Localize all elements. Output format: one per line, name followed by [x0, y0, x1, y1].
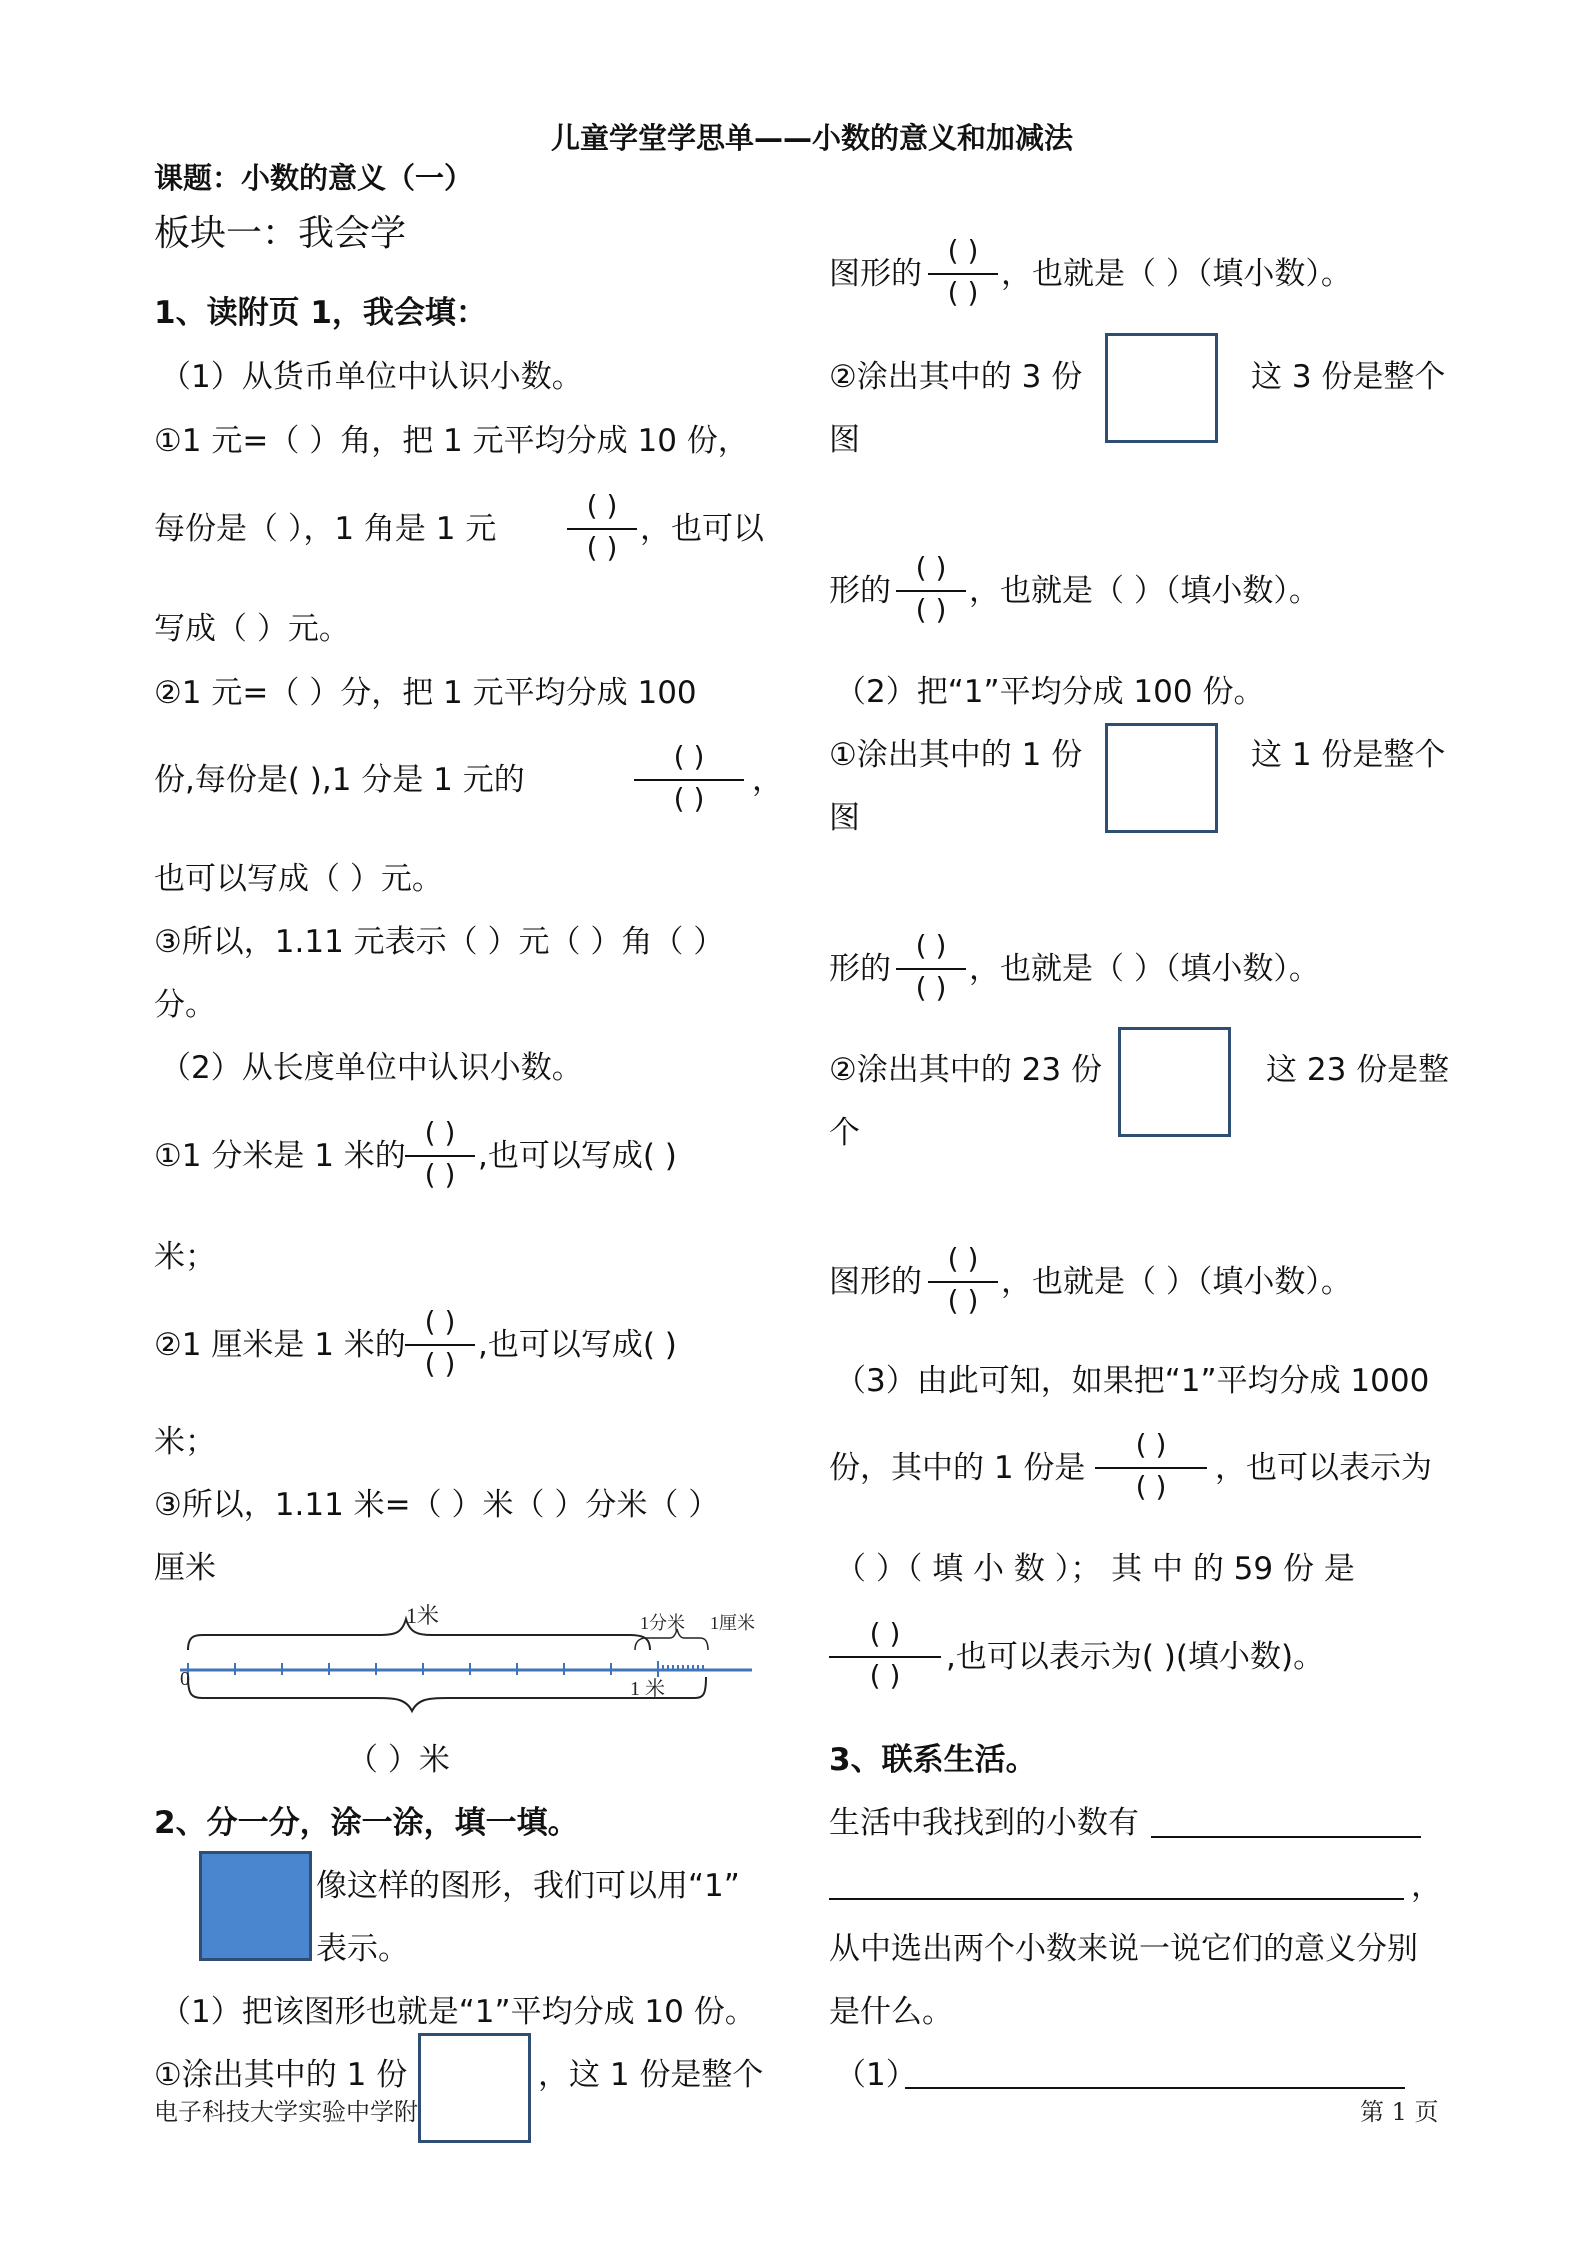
denominator-blank[interactable]: ( ): [673, 782, 705, 815]
r4: （2）把“1”平均分成 100 份。: [835, 674, 1265, 710]
q3-item-1-label: （1）: [835, 2057, 917, 2093]
shading-square[interactable]: [1105, 333, 1218, 443]
fraction-blank[interactable]: [829, 1616, 941, 1696]
lesson-topic: 课题：小数的意义（一）: [154, 161, 474, 195]
fraction-bar: [567, 528, 637, 530]
ruler-label-1cm: 1厘米: [710, 1613, 755, 1633]
numerator-blank[interactable]: ( ): [424, 1116, 456, 1149]
item-1-1-line-b-post: ，也可以: [640, 511, 764, 547]
footer-school: 电子科技大学实验中学附: [154, 2098, 418, 2126]
shading-square[interactable]: [1105, 723, 1218, 833]
r6-pre: 形的: [829, 951, 891, 987]
part-2-heading: （2）从长度单位中认识小数。: [160, 1050, 583, 1086]
numerator-blank[interactable]: ( ): [1135, 1428, 1167, 1461]
shading-square[interactable]: [1118, 1027, 1231, 1137]
ruler-label-1dm: 1分米: [640, 1613, 685, 1633]
r7-pre: ②涂出其中的 23 份: [829, 1052, 1102, 1088]
item-1-2-line-a: ②1 元=（ ）分，把 1 元平均分成 100: [154, 675, 697, 711]
answer-line[interactable]: [1151, 1836, 1421, 1838]
q2-desc-line-a: 像这样的图形，我们可以用“1”: [316, 1868, 740, 1904]
q3-line-a: 生活中我找到的小数有: [829, 1805, 1139, 1841]
denominator-blank[interactable]: ( ): [947, 1284, 979, 1317]
numerator-blank[interactable]: ( ): [586, 489, 618, 522]
r2-b: 图: [829, 422, 860, 458]
r3-pre: 形的: [829, 573, 891, 609]
item-1-2-line-b-pre: 份,每份是( ),1 分是 1 元的: [154, 762, 525, 798]
fraction-bar: [829, 1656, 941, 1658]
r12-post: ,也可以表示为( )(填小数)。: [946, 1639, 1325, 1675]
fraction-bar: [896, 590, 966, 592]
item-2-1-line-b: 米；: [154, 1239, 216, 1275]
fraction-bar: [1095, 1467, 1207, 1469]
footer-page-number: 第 1 页: [1360, 2098, 1439, 2126]
r3-post: ，也就是（ ）（填小数）。: [969, 573, 1320, 609]
r2-pre: ②涂出其中的 3 份: [829, 359, 1083, 395]
q2-part-1-heading: （1）把该图形也就是“1”平均分成 10 份。: [160, 1994, 756, 2030]
fraction-blank[interactable]: [405, 1304, 475, 1384]
shading-square[interactable]: [418, 2033, 531, 2143]
item-1-3-line-b: 分。: [154, 987, 216, 1023]
numerator-blank[interactable]: ( ): [424, 1305, 456, 1338]
r5-post: 这 1 份是整个: [1251, 737, 1446, 773]
item-2-3-line-b: 厘米: [154, 1550, 216, 1586]
fraction-bar: [405, 1344, 475, 1346]
r8-post: ，也就是（ ）（填小数）。: [1001, 1264, 1352, 1300]
numerator-blank[interactable]: ( ): [947, 234, 979, 267]
item-1-1-line-a: ①1 元=（ ）角，把 1 元平均分成 10 份，: [154, 423, 749, 459]
fraction-blank[interactable]: [928, 233, 998, 313]
r6-post: ，也就是（ ）（填小数）。: [969, 951, 1320, 987]
item-1-2-line-c: 也可以写成（ ）元。: [154, 861, 443, 897]
page-title: 儿童学堂学思单——小数的意义和加减法: [551, 121, 1074, 155]
numerator-blank[interactable]: ( ): [947, 1242, 979, 1275]
fraction-blank[interactable]: [1095, 1427, 1207, 1507]
item-2-3-line-a: ③所以，1.11 米=（ ）米（ ）分米（ ）: [154, 1487, 720, 1523]
numerator-blank[interactable]: ( ): [915, 929, 947, 962]
q3-line-d: 是什么。: [829, 1994, 953, 2030]
fraction-blank[interactable]: [567, 488, 637, 568]
fraction-blank[interactable]: [896, 550, 966, 630]
item-2-2-line-b: 米；: [154, 1424, 216, 1460]
question-2: 2、分一分，涂一涂，填一填。: [154, 1805, 579, 1841]
r11: （ ）（ 填 小 数 ）； 其 中 的 59 份 是: [835, 1551, 1355, 1587]
fraction-blank[interactable]: [634, 739, 744, 819]
answer-line[interactable]: [829, 1898, 1404, 1900]
question-3: 3、联系生活。: [829, 1742, 1037, 1778]
ruler-label-1m: 1米: [406, 1603, 440, 1628]
denominator-blank[interactable]: ( ): [869, 1659, 901, 1692]
denominator-blank[interactable]: ( ): [424, 1347, 456, 1380]
denominator-blank[interactable]: ( ): [1135, 1470, 1167, 1503]
numerator-blank[interactable]: ( ): [673, 740, 705, 773]
denominator-blank[interactable]: ( ): [915, 971, 947, 1004]
answer-line[interactable]: [905, 2087, 1405, 2089]
r2-post: 这 3 份是整个: [1251, 359, 1446, 395]
r10-pre: 份，其中的 1 份是: [829, 1450, 1086, 1486]
denominator-blank[interactable]: ( ): [586, 531, 618, 564]
fraction-blank[interactable]: [896, 928, 966, 1008]
meter-ruler-figure: [180, 1595, 760, 1725]
q3-line-b-comma: ，: [1411, 1868, 1442, 1904]
part-1-heading: （1）从货币单位中认识小数。: [160, 359, 583, 395]
item-1-2-line-b-post: ，: [752, 762, 783, 798]
denominator-blank[interactable]: ( ): [947, 276, 979, 309]
ruler-answer: （ ）米: [347, 1742, 450, 1778]
item-2-2-line-a-post: ,也可以写成( ): [478, 1327, 677, 1363]
q2-item-1-post: ，这 1 份是整个: [538, 2057, 764, 2093]
r7-post: 这 23 份是整: [1266, 1052, 1450, 1088]
item-2-1-line-a-post: ,也可以写成( ): [478, 1138, 677, 1174]
section-heading: 板块一：我会学: [154, 213, 407, 254]
r1-post: ，也就是（ ）（填小数）。: [1001, 256, 1352, 292]
ruler-label-1m-bottom: 1 米: [630, 1678, 665, 1700]
q2-item-1-pre: ①涂出其中的 1 份: [154, 2057, 408, 2093]
numerator-blank[interactable]: ( ): [869, 1617, 901, 1650]
r5-b: 图: [829, 800, 860, 836]
item-1-1-line-c: 写成（ ）元。: [154, 611, 350, 647]
fraction-bar: [928, 273, 998, 275]
r1-pre: 图形的: [829, 256, 922, 292]
fraction-bar: [634, 779, 744, 781]
fraction-blank[interactable]: [405, 1115, 475, 1195]
r10-post: ，也可以表示为: [1215, 1450, 1432, 1486]
r8-pre: 图形的: [829, 1264, 922, 1300]
r7-b: 个: [829, 1115, 860, 1151]
fraction-bar: [928, 1281, 998, 1283]
r5-pre: ①涂出其中的 1 份: [829, 737, 1083, 773]
fraction-bar: [896, 968, 966, 970]
q2-desc-line-b: 表示。: [316, 1931, 409, 1967]
question-1: 1、读附页 1，我会填：: [154, 295, 487, 331]
item-2-1-line-a-pre: ①1 分米是 1 米的: [154, 1138, 406, 1174]
ruler-label-zero: 0: [180, 1668, 190, 1690]
r9: （3）由此可知，如果把“1”平均分成 1000: [835, 1363, 1430, 1399]
fraction-blank[interactable]: [928, 1241, 998, 1321]
item-1-1-line-b-pre: 每份是（ ），1 角是 1 元: [154, 511, 497, 547]
denominator-blank[interactable]: ( ): [915, 593, 947, 626]
ruler-bottom-brace: [188, 1677, 706, 1711]
item-2-2-line-a-pre: ②1 厘米是 1 米的: [154, 1327, 406, 1363]
numerator-blank[interactable]: ( ): [915, 551, 947, 584]
fraction-bar: [405, 1155, 475, 1157]
item-1-3-line-a: ③所以，1.11 元表示（ ）元（ ）角（ ）: [154, 924, 725, 960]
q3-line-c: 从中选出两个小数来说一说它们的意义分别: [829, 1931, 1418, 1967]
denominator-blank[interactable]: ( ): [424, 1158, 456, 1191]
filled-unit-square: [199, 1851, 312, 1961]
